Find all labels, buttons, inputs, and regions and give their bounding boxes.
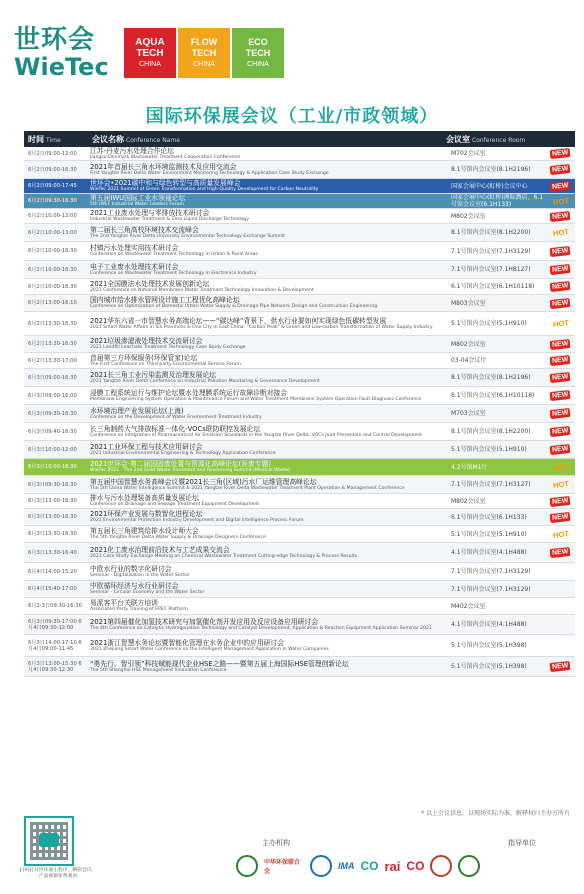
row-room: M803会议室 xyxy=(451,299,486,307)
row-badge-cell xyxy=(546,265,575,274)
header-name xyxy=(86,134,446,145)
row-name-en: First Yangtze River Delta Water Environment Monitoring Technology & Application Case Study Exchange xyxy=(90,170,329,176)
row-name-en: The 5th Yangtze River Delta Water Supply & Drainage Designers Conference xyxy=(90,535,266,541)
new-badge: NEW xyxy=(550,390,571,401)
row-name-cn: 2021长三角工业污染监测及治理发展论坛 xyxy=(90,370,217,379)
row-badge-cell xyxy=(546,479,575,490)
row-time: 6月3日09:30-16:30 xyxy=(28,481,77,488)
new-badge: NEW xyxy=(550,495,571,506)
row-name xyxy=(86,460,451,474)
row-name-cn: 第五届中国智慧水务高峰会议暨2021长三角(区域)污水厂运维管理高峰论坛 xyxy=(90,477,317,486)
row-room: 7.1号馆内会议室(7.1H3127) xyxy=(451,481,531,488)
qr-caption: 扫码打开世环通小程序，精彩会议、产品视频免费观看 xyxy=(19,868,97,879)
row-name-cn: 2021工业废水处理与零排放技术研讨会 xyxy=(90,209,210,218)
table-row xyxy=(24,224,575,242)
new-badge: NEW xyxy=(550,338,571,349)
row-room: 8.1号馆内会议室(8.1H2200) xyxy=(451,229,531,236)
hot-badge: HOT xyxy=(552,479,569,490)
table-row xyxy=(24,336,575,353)
hot-badge: HOT xyxy=(552,227,569,238)
table-row xyxy=(24,161,575,179)
row-room: 5.1号馆内会议室(5.1H910) xyxy=(451,530,527,538)
row-badge-cell xyxy=(546,662,575,671)
row-name xyxy=(86,194,451,208)
table-row xyxy=(24,494,575,509)
table-row xyxy=(24,543,575,563)
table-row xyxy=(24,387,575,405)
row-badge-cell xyxy=(546,513,575,522)
row-name-en: 2021 Industrial Environmental Engineering & Technology Application Conference xyxy=(90,450,276,456)
row-name xyxy=(86,263,451,277)
row-room: 03-04会议厅 xyxy=(451,357,487,364)
row-name xyxy=(86,527,451,541)
new-badge: NEW xyxy=(550,180,571,191)
flowtech-line3: CHINA xyxy=(193,60,215,68)
row-room: 6.1号馆内会议室(6.1H133) xyxy=(451,513,527,521)
row-time: 6月2日09:00-12:00 xyxy=(28,150,77,157)
row-time: 6月3日09:40-16:30 xyxy=(28,428,77,435)
row-time: 6月3日09:00-16:30 xyxy=(28,374,77,381)
logo-cn: 世环会 xyxy=(14,25,96,55)
org-logo-4: IMA xyxy=(338,861,355,871)
row-room: 5.1号馆内会议室(5.1H398) xyxy=(451,642,527,649)
row-badge-cell xyxy=(546,299,575,308)
row-room: 4.1号馆内会议室(4.1H488) xyxy=(451,621,527,628)
row-name-cn: 排水与污水处理装备高质量发展论坛 xyxy=(90,494,199,503)
ecotech-logo xyxy=(232,28,284,78)
table-row xyxy=(24,441,575,459)
header-name-cn: 会议名称 xyxy=(92,134,124,144)
table-row xyxy=(24,295,575,312)
row-name-cn: 2021工业环保工程与技术应用研讨会 xyxy=(90,442,203,451)
table-row xyxy=(24,194,575,209)
new-badge: NEW xyxy=(550,372,571,383)
row-room: 国家会展中心(虹桥)洲际酒店、6.1号馆会议室(6.1H133) xyxy=(451,194,544,208)
row-badge-cell xyxy=(546,165,575,174)
row-time: 6月3日13:30-16:30 xyxy=(28,531,77,537)
row-name-cn: 江苏-丹麦污水处理合作论坛 xyxy=(90,146,175,155)
row-name xyxy=(86,179,451,193)
table-row xyxy=(24,209,575,224)
row-badge-cell xyxy=(546,373,575,382)
table-row xyxy=(24,279,575,295)
row-name-en: Associated Party Training of EPEC Platform xyxy=(90,607,188,613)
row-name-cn: 2021华东六省一市智慧水务高端论坛——“碳达峰”背景下，供水行业要如何实现绿色低碳转型发展 xyxy=(90,316,387,325)
ecotech-line1: ECO xyxy=(248,36,268,47)
row-badge-cell xyxy=(546,318,575,329)
row-name-en: 2021 Case Study Exchange Meeting on Chemical Wastewater Treatment Cutting-edge Technology & Process Results xyxy=(90,553,358,559)
row-room: M402会议室 xyxy=(451,602,486,610)
row-room: 5.1号馆内会议室(5.1H910) xyxy=(451,320,527,327)
conference-table xyxy=(24,131,575,677)
hot-badge: HOT xyxy=(552,195,569,207)
row-room: 7.1号馆内会议室(7.1H3129) xyxy=(451,568,531,575)
row-name-cn: 中欧循环经济与水行业研讨会 xyxy=(90,582,179,591)
row-name-en: Conference on Drainage and Sewage Treatment Equipment Development xyxy=(90,502,260,508)
hot-badge: HOT xyxy=(552,318,569,329)
row-room: 7.1号馆内会议室(7.1H3129) xyxy=(451,247,531,255)
qr-logo xyxy=(39,833,59,847)
row-name-cn: 水环境治理产业发展论坛(上海) xyxy=(90,406,184,415)
row-name xyxy=(86,510,451,524)
row-name xyxy=(86,546,451,560)
row-badge-cell xyxy=(546,340,575,349)
hot-badge: HOT xyxy=(552,528,569,540)
table-row xyxy=(24,459,575,476)
row-badge-cell xyxy=(546,462,575,473)
row-name-cn: 易派客平台关联方培训 xyxy=(90,599,158,608)
new-badge: NEW xyxy=(550,444,571,455)
table-row xyxy=(24,242,575,261)
guidance-label: 指导单位 xyxy=(508,839,536,847)
row-room: M802会议室 xyxy=(451,212,486,220)
row-name xyxy=(86,337,451,351)
row-time: 6月3日13:00-16:30 xyxy=(28,498,77,504)
row-name-en: The 2nd Yangtze River Delta University Environmental Technology Exchange Summit xyxy=(90,233,286,239)
org-logo-6: rai xyxy=(384,858,401,874)
row-room: 6.1号馆内会议室(6.1H10118) xyxy=(451,392,535,399)
row-name-cn: 第五届IWU国际工业水领袖论坛 xyxy=(90,194,186,203)
row-name-cn: 第二届长三角高校环境技术交流峰会 xyxy=(90,225,199,234)
row-time: 6月2日13:30-16:30 xyxy=(28,320,77,327)
table-row xyxy=(24,615,575,635)
table-row xyxy=(24,563,575,581)
table-header xyxy=(24,131,575,147)
row-name-cn: 浸膜工程系统运行与维护论坛暨水处理膜系统运行故障诊断对接会 xyxy=(90,388,288,397)
row-time: 6月3日13:00-16:30 xyxy=(28,514,77,520)
row-name-en: The 5th Shanghai HSE Management Innovation Conference xyxy=(90,667,227,673)
table-row xyxy=(24,147,575,161)
org-logo-3 xyxy=(310,855,332,877)
row-time: 6月2日10:00-16:30 xyxy=(28,283,77,290)
new-badge: NEW xyxy=(550,297,571,308)
row-room: M702会议室 xyxy=(451,150,486,157)
row-time: 6月2日13:30-17:00 xyxy=(28,357,77,364)
row-name-en: Conference on Wastewater Treatment Technology in Electronics Industry xyxy=(90,270,257,276)
org-logo-9 xyxy=(458,855,480,877)
row-name xyxy=(86,296,451,310)
row-name-en: The 5th China Water Intelligence Summit & 2021 Yangtze River Delta Wastewater Treatment Plant Operation & Management Conference xyxy=(90,485,405,491)
org-logo-1 xyxy=(236,855,258,877)
row-badge-cell xyxy=(546,149,575,158)
row-name xyxy=(86,371,451,385)
row-time: 6月3日10:00-16:30 xyxy=(28,464,77,470)
row-room: M802会议室 xyxy=(451,497,486,505)
header-time xyxy=(24,134,86,145)
row-time: 6月3日10:00-12:00 xyxy=(28,446,77,453)
row-name xyxy=(86,209,451,223)
row-name-cn: 国内城市给水排水管网设计施工工程优化高峰论坛 xyxy=(90,296,240,305)
header-name-en: Conference Name xyxy=(126,136,180,144)
row-name-cn: 村镇污水处理实用技术研讨会 xyxy=(90,244,179,253)
new-badge: NEW xyxy=(550,661,571,672)
row-badge-cell xyxy=(546,356,575,365)
row-name xyxy=(86,443,451,457)
logo-en: WieTec xyxy=(14,53,109,81)
table-row xyxy=(24,476,575,494)
row-name-cn: “勇先行，智引领”科技赋能现代企业HSE之路——暨第五届上海国际HSE管理创新论坛 xyxy=(90,659,349,668)
row-time: 6月2日09:00-17:45 xyxy=(28,183,77,189)
row-badge-cell xyxy=(546,445,575,454)
row-name-en: Industrial Wastewater Treatment & Zero Liquid Discharge Technology xyxy=(90,217,250,223)
table-body xyxy=(24,147,575,677)
row-room: M802会议室 xyxy=(451,340,486,348)
row-name xyxy=(86,660,451,674)
row-name-en: 5th IWLF Industrial Water Leaders Forum xyxy=(90,202,184,208)
row-badge-cell xyxy=(546,182,575,191)
row-name-cn: 2021浙江智慧水务论坛暨智能化管理在水务企业中的应用研讨会 xyxy=(90,638,285,647)
new-badge: NEW xyxy=(550,355,571,366)
wietec-logo xyxy=(14,26,124,82)
row-name xyxy=(86,582,451,596)
row-name xyxy=(86,407,451,421)
row-time: 6月3日13:00-15:30 6月4日09:30-12:30 xyxy=(28,660,82,673)
row-time: 6月4日15:40-17:00 xyxy=(28,586,77,592)
row-name-en: 2021 Smart Water Affairs in Six Provinces & One City in East China: "Carbon Peak" & Green and Low-carbon Transformation of Water Supply Industry xyxy=(90,324,433,330)
row-badge-cell xyxy=(546,529,575,540)
org-logo-7: CO xyxy=(406,859,425,873)
row-badge-cell xyxy=(546,409,575,418)
table-row xyxy=(24,312,575,336)
org-logo-5: CO xyxy=(360,859,379,873)
row-name xyxy=(86,280,451,294)
row-name-cn: 2021世环会·第二届国固废处置与资源化高峰论坛(医废专题) xyxy=(90,460,272,469)
ecotech-line3: CHINA xyxy=(247,60,269,68)
row-name-cn: 电子工业废水处理技术研讨会 xyxy=(90,262,179,271)
row-room: 国家会展中心(虹桥)会议中心 xyxy=(451,182,528,190)
row-name-en: 2021 Environmental Protection Industry Development and Digital Intelligence Process Forum xyxy=(90,518,304,524)
page-title: 国际环保展会议（工业/市政领域） xyxy=(145,106,439,127)
row-name xyxy=(86,147,451,161)
qr-code[interactable] xyxy=(24,816,74,866)
table-row xyxy=(24,405,575,423)
row-name xyxy=(86,163,451,177)
row-name-cn: 中欧水行业的数字化研讨会 xyxy=(90,564,172,573)
new-badge: NEW xyxy=(550,210,571,221)
row-name xyxy=(86,425,451,439)
new-badge: NEW xyxy=(550,164,571,175)
row-name-cn: 2021第四届催化加氢技术研究与加氢催化剂开发应用及反应设备应用研讨会 xyxy=(90,617,318,626)
row-name xyxy=(86,599,451,613)
hot-badge: HOT xyxy=(552,461,569,473)
row-name xyxy=(86,317,451,331)
row-time: 6月4日14:00-15:20 xyxy=(28,568,77,575)
new-badge: NEW xyxy=(550,408,571,419)
row-name-en: The 4th Conference on Catalytic Hydrogenation Technology and Catalyst Development, Application & Reaction Equipment Application Seminar 2021 xyxy=(90,625,432,631)
table-row xyxy=(24,635,575,657)
row-name-en: 2021 Landfill Leachate Treatment Technology Case Study Exchange xyxy=(90,345,246,351)
row-room: 7.1号馆内会议室(7.1H3129) xyxy=(451,585,531,593)
table-row xyxy=(24,526,575,543)
row-name xyxy=(86,389,451,403)
flowtech-logo xyxy=(178,28,230,78)
row-name-en: Seminar - Circular Economy and the Water Sector xyxy=(90,590,205,596)
org-logo-8 xyxy=(430,855,452,877)
row-time: 6月2日10:00-12:00 xyxy=(28,213,77,219)
row-room: 8.1号馆内会议室(8.1H2196) xyxy=(451,166,531,173)
row-badge-cell xyxy=(546,247,575,256)
new-badge: NEW xyxy=(550,511,571,522)
row-time: 6月3日13:30-16:40 xyxy=(28,549,77,556)
row-time: 6月2日10:00-16:30 xyxy=(28,266,77,273)
row-name-en: The First Conference on Third-party Environmental Service Forum xyxy=(90,361,241,367)
row-name-cn: 2021垃圾渗滤液处理技术交流研讨会 xyxy=(90,337,203,346)
row-room: 6.1号馆内会议室(6.1H10118) xyxy=(451,283,535,290)
row-name xyxy=(86,494,451,508)
row-name-cn: 2021年首届长三角水环境监测技术及应用交流会 xyxy=(90,162,237,171)
row-time: 6月2日13:00-16:10 xyxy=(28,300,77,306)
row-name-en: Conference on Wastewater Treatment Technology in Urban & Rural Areas xyxy=(90,252,258,258)
row-badge-cell xyxy=(546,391,575,400)
organizers-label: 主办机构 xyxy=(262,839,290,847)
row-name xyxy=(86,244,451,258)
aquatech-line2: TECH xyxy=(136,47,164,59)
header-time-en: Time xyxy=(46,136,61,144)
table-row xyxy=(24,423,575,441)
row-name-cn: 2021化工废水治理前沿技术与工艺成果交流会 xyxy=(90,545,230,554)
row-name-cn: 世环会•2021碳中和与绿色转型与高质量发展峰会 xyxy=(90,179,241,188)
row-time: 6月2日10:00-16:30 xyxy=(28,248,77,254)
ecotech-line2: TECH xyxy=(245,47,271,58)
row-name xyxy=(86,478,451,492)
table-row xyxy=(24,581,575,598)
header-time-cn: 时间 xyxy=(28,134,44,144)
row-time: 6月3日14:00-17:10 6月4日09:00-11:45 xyxy=(28,639,82,652)
row-badge-cell xyxy=(546,282,575,291)
table-row xyxy=(24,598,575,615)
row-name-en: WieTec 2021 Summit of Green Transformation and High-Quality Development for Carbon Neutrality xyxy=(90,187,319,193)
footnote: * 以上会议信息，以现场实际为准，解释权归主办方所有 xyxy=(421,810,570,817)
header-room-en: Conference Room xyxy=(472,136,526,144)
row-name-cn: 第五届长三角建筑给排水设计师大会 xyxy=(90,527,199,536)
row-time: 6月3日09:00-16:00 xyxy=(28,392,77,399)
new-badge: NEW xyxy=(550,426,571,437)
table-row xyxy=(24,657,575,677)
aquatech-line1: AQUA xyxy=(135,36,165,48)
new-badge: NEW xyxy=(550,148,571,159)
row-room: 8.1号馆内会议室(8.1H2200) xyxy=(451,428,531,435)
new-badge: NEW xyxy=(550,264,571,275)
header-room-cn: 会议室 xyxy=(446,134,470,144)
row-time: 6月3日09:30-17:00 6月4日09:30-12:00 xyxy=(28,618,82,631)
row-name-en: Seminar - Digitalisation in the Water Sector xyxy=(90,572,190,578)
row-name xyxy=(86,565,451,579)
new-badge: NEW xyxy=(550,281,571,292)
row-name-en: Conference on Optimization of Domestic Urban Water Supply & Drainage Pipe Network Design and Construction Engineering xyxy=(90,304,378,310)
row-time: 6月2-3日09:30-16:30 xyxy=(28,603,82,609)
row-name-en: Conference on the Development of Water Environment Treatment Industry xyxy=(90,414,262,420)
row-time: 6月3日09:30-16:30 xyxy=(28,410,77,417)
row-name-cn: 2021环保产业发展与数智化进程论坛 xyxy=(90,510,203,519)
new-badge: NEW xyxy=(550,245,571,256)
row-name-en: Membrane Engineering System Operation & Maintenance Forum and Water Treatment Membrane System Operation Fault Diagnosis Conference xyxy=(90,396,422,402)
org-logo-2: 中华环保联合会 xyxy=(264,860,301,875)
row-badge-cell xyxy=(546,212,575,221)
row-time: 6月2日10:00-13:00 xyxy=(28,229,77,236)
new-badge: NEW xyxy=(550,547,571,558)
row-name-en: Conference on Integration of Pharmaceutical Air Emission Standards in the Yangtze River Delta: VOCs Joint Prevention and Control Development xyxy=(90,432,423,438)
flowtech-line2: TECH xyxy=(191,47,217,58)
row-name-cn: 2021全国膜法水处理技术发展创新论坛 xyxy=(90,279,210,288)
row-name-en: Jiangsu-Denmark Wastewater Treatment Cooperation Conference xyxy=(90,154,241,160)
table-row xyxy=(24,261,575,279)
row-name xyxy=(86,639,451,653)
row-time: 6月2日13:30-16:30 xyxy=(28,341,77,347)
row-room: 8.1号馆内会议室(8.1H2196) xyxy=(451,374,531,381)
row-name-en: 2021 Zhejiang Smart Water Conference on the Intelligent Management Application in Water Companies xyxy=(90,646,329,652)
organizer-logos xyxy=(236,852,580,880)
row-time: 6月2日09:30-16:30 xyxy=(28,198,77,204)
row-name xyxy=(86,618,451,632)
row-badge-cell xyxy=(546,497,575,506)
row-name-cn: 首届第三方环保服务(环保管家)论坛 xyxy=(90,353,198,362)
header-room xyxy=(446,134,575,145)
row-name-en: 2021 Yangtze River Delta Conference on Industrial Pollution Monitoring & Governance Development xyxy=(90,378,320,384)
row-name-en: WieTec 2021 - The 2nd Solid Waste Treatment and Resourcing Summit (Medical Waste) xyxy=(90,468,290,474)
row-name-cn: 长三角制药大气排放标准一体化-VOCs联防联控发展论坛 xyxy=(90,424,261,433)
row-name xyxy=(86,354,451,368)
table-row xyxy=(24,179,575,194)
table-row xyxy=(24,369,575,387)
row-badge-cell xyxy=(546,227,575,238)
row-room: 5.1号馆内会议室(5.1H398) xyxy=(451,663,527,670)
aquatech-line3: CHINA xyxy=(139,60,161,68)
row-badge-cell xyxy=(546,548,575,557)
table-row xyxy=(24,509,575,526)
header xyxy=(0,0,584,100)
row-room: 4.2号馆M1厅 xyxy=(451,463,488,471)
row-room: 7.1号馆内会议室(7.1H8127) xyxy=(451,266,531,273)
row-badge-cell xyxy=(546,196,575,207)
row-room: 4.1号馆内会议室(4.1H488) xyxy=(451,549,527,556)
row-time: 6月2日09:00-16:30 xyxy=(28,166,77,173)
row-name-en: 2021 Conference on National Membrane Water Treatment Technology Innovation & Development xyxy=(90,287,314,293)
row-room: M703会议室 xyxy=(451,410,486,417)
table-row xyxy=(24,353,575,369)
row-name xyxy=(86,226,451,240)
flowtech-line1: FLOW xyxy=(190,36,218,47)
row-room: 5.1号馆内会议室(5.1H910) xyxy=(451,446,527,453)
row-badge-cell xyxy=(546,427,575,436)
aquatech-logo xyxy=(124,28,176,78)
